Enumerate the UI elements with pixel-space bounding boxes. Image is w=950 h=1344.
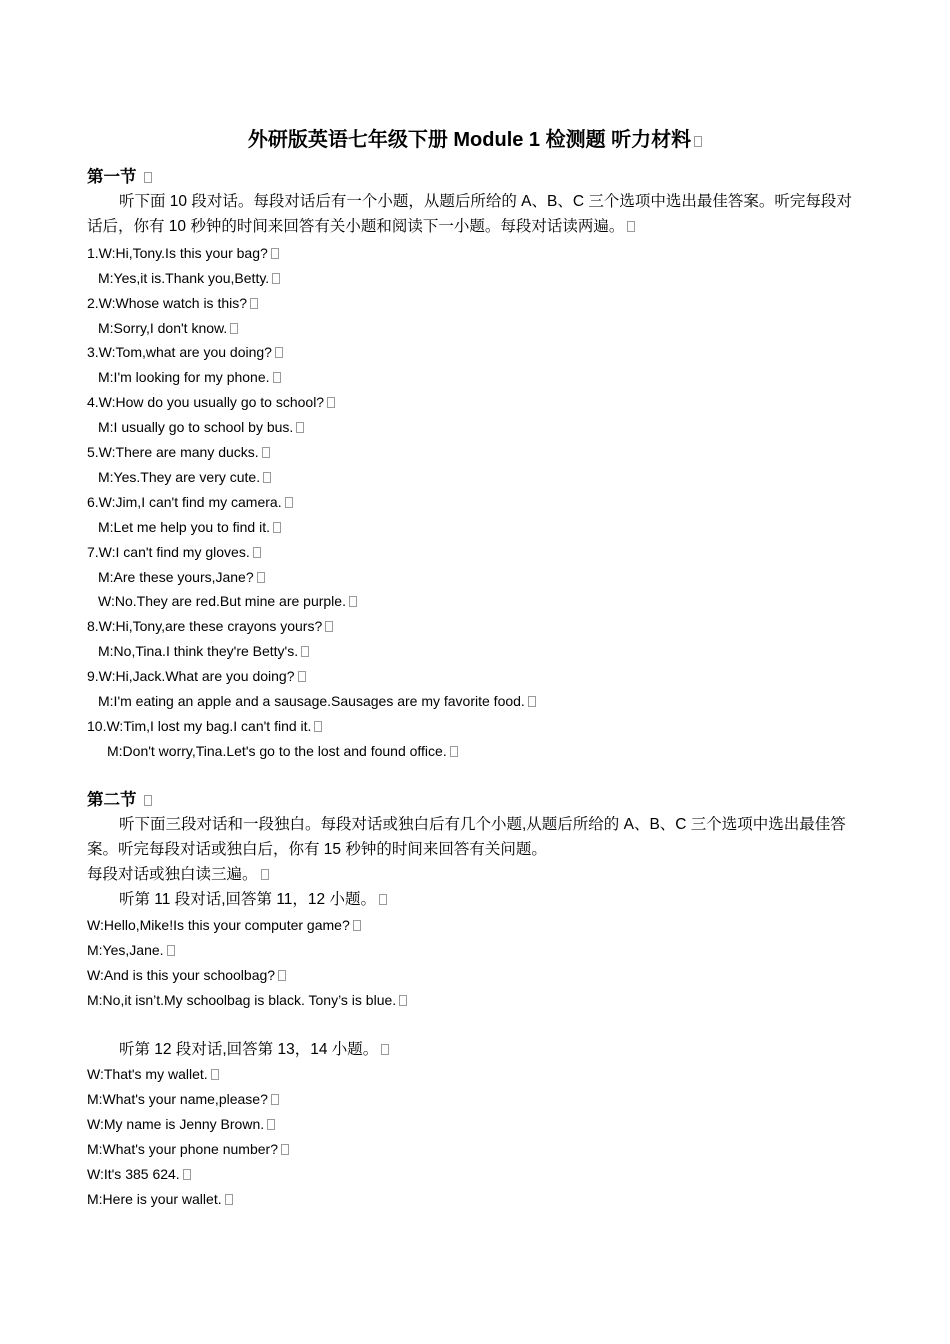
script-line: M:What's your phone number? bbox=[87, 1139, 289, 1159]
script-line: W:No.They are red.But mine are purple. bbox=[98, 591, 357, 611]
script-line: M:Let me help you to find it. bbox=[98, 517, 281, 537]
paragraph-mark-icon bbox=[285, 497, 293, 508]
paragraph-mark-icon bbox=[528, 696, 536, 707]
paragraph-mark-icon bbox=[349, 596, 357, 607]
paragraph-mark-icon bbox=[230, 323, 238, 334]
paragraph-mark-icon bbox=[314, 721, 322, 732]
script-line: 2.W:Whose watch is this? bbox=[87, 293, 258, 313]
script-line: 8.W:Hi,Tony,are these crayons yours? bbox=[87, 616, 333, 636]
script-line: W:That's my wallet. bbox=[87, 1064, 219, 1084]
script-line: M:No,Tina.I think they're Betty's. bbox=[98, 641, 309, 661]
script-line: M:Here is your wallet. bbox=[87, 1189, 233, 1209]
paragraph-mark-icon bbox=[263, 472, 271, 483]
section2-instruction: 听下面三段对话和一段独白。每段对话或独白后有几个小题,从题后所给的 A、B、C 三个选项中选出最佳答案。听完每段对话或独白后，你有 15 秒钟的时间来回答有关问题。 bbox=[87, 816, 846, 858]
paragraph-mark-icon bbox=[327, 397, 335, 408]
paragraph-mark-icon bbox=[262, 447, 270, 458]
paragraph-mark-icon bbox=[271, 248, 279, 259]
paragraph-mark-icon bbox=[298, 671, 306, 682]
script-line: 4.W:How do you usually go to school? bbox=[87, 392, 335, 412]
script-line: 6.W:Jim,I can't find my camera. bbox=[87, 492, 293, 512]
script-line: W:And is this your schoolbag? bbox=[87, 965, 286, 985]
paragraph-mark-icon bbox=[379, 894, 387, 905]
paragraph-mark-icon bbox=[267, 1119, 275, 1130]
paragraph-mark-icon bbox=[694, 136, 702, 147]
script-line: M:No,it isn’t.My schoolbag is black. Tony’s is blue. bbox=[87, 990, 407, 1010]
paragraph-mark-icon bbox=[381, 1044, 389, 1055]
paragraph-mark-icon bbox=[144, 172, 152, 183]
paragraph-mark-icon bbox=[296, 422, 304, 433]
section1-heading: 第一节 bbox=[87, 165, 152, 189]
script-line: W:Hello,Mike!Is this your computer game? bbox=[87, 915, 361, 935]
paragraph-mark-icon bbox=[273, 522, 281, 533]
script-line: 5.W:There are many ducks. bbox=[87, 442, 270, 462]
script-line: 7.W:I can't find my gloves. bbox=[87, 542, 261, 562]
paragraph-mark-icon bbox=[301, 646, 309, 657]
paragraph-mark-icon bbox=[253, 547, 261, 558]
paragraph-mark-icon bbox=[271, 1094, 279, 1105]
script-line: M:Yes.They are very cute. bbox=[98, 467, 271, 487]
paragraph-mark-icon bbox=[261, 869, 269, 880]
paragraph-mark-icon bbox=[144, 795, 152, 806]
script-line: M:I'm looking for my phone. bbox=[98, 367, 281, 387]
script-line: M:What's your name,please? bbox=[87, 1089, 279, 1109]
paragraph-mark-icon bbox=[273, 372, 281, 383]
script-line: M:Yes,Jane. bbox=[87, 940, 175, 960]
paragraph-mark-icon bbox=[167, 945, 175, 956]
paragraph-mark-icon bbox=[325, 621, 333, 632]
section1-instruction: 听下面 10 段对话。每段对话后有一个小题，从题后所给的 A、B、C 三个选项中选出最佳答案。听完每段对话后，你有 10 秒钟的时间来回答有关小题和阅读下一小题。每段对话读两遍。 bbox=[87, 193, 852, 235]
script-line: M:I'm eating an apple and a sausage.Sausages are my favorite food. bbox=[98, 691, 536, 711]
paragraph-mark-icon bbox=[278, 970, 286, 981]
script-line: 1.W:Hi,Tony.Is this your bag? bbox=[87, 243, 279, 263]
script-line: W:It's 385 624. bbox=[87, 1164, 191, 1184]
paragraph-mark-icon bbox=[225, 1194, 233, 1205]
script-line: M:Yes,it is.Thank you,Betty. bbox=[98, 268, 280, 288]
script-line: M:I usually go to school by bus. bbox=[98, 417, 304, 437]
section2-heading: 第二节 bbox=[87, 788, 152, 812]
dialog12-intro: 听第 12 段对话,回答第 13，14 小题。 bbox=[119, 1038, 899, 1063]
script-line: 10.W:Tim,I lost my bag.I can't find it. bbox=[87, 716, 322, 736]
dialog11-intro: 听第 11 段对话,回答第 11，12 小题。 bbox=[119, 888, 899, 913]
script-line: M:Sorry,I don't know. bbox=[98, 318, 238, 338]
paragraph-mark-icon bbox=[281, 1144, 289, 1155]
document-title: 外研版英语七年级下册 Module 1 检测题 听力材料 bbox=[0, 126, 950, 154]
paragraph-mark-icon bbox=[450, 746, 458, 757]
script-line: M:Don't worry,Tina.Let's go to the lost and found office. bbox=[107, 741, 458, 761]
paragraph-mark-icon bbox=[250, 298, 258, 309]
script-line: 9.W:Hi,Jack.What are you doing? bbox=[87, 666, 306, 686]
script-line: M:Are these yours,Jane? bbox=[98, 567, 265, 587]
paragraph-mark-icon bbox=[275, 347, 283, 358]
script-line: W:My name is Jenny Brown. bbox=[87, 1114, 275, 1134]
paragraph-mark-icon bbox=[257, 572, 265, 583]
section2-instruction-cont: 每段对话或独白读三遍。 bbox=[87, 863, 867, 888]
paragraph-mark-icon bbox=[183, 1169, 191, 1180]
paragraph-mark-icon bbox=[399, 995, 407, 1006]
paragraph-mark-icon bbox=[627, 221, 635, 232]
paragraph-mark-icon bbox=[211, 1069, 219, 1080]
paragraph-mark-icon bbox=[353, 920, 361, 931]
script-line: 3.W:Tom,what are you doing? bbox=[87, 342, 283, 362]
paragraph-mark-icon bbox=[272, 273, 280, 284]
